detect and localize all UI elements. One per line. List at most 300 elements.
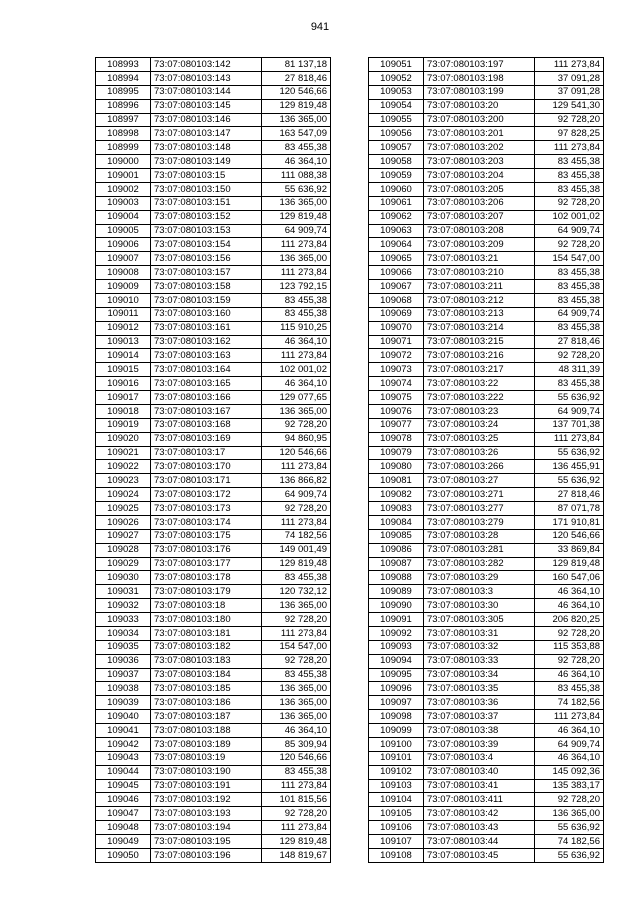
- cell-cadastral-number: 73:07:080103:205: [424, 182, 535, 196]
- cell-value: 55 636,92: [535, 474, 604, 488]
- cell-value: 83 455,38: [535, 182, 604, 196]
- cell-record-id: 109095: [369, 668, 424, 682]
- table-row: [96, 835, 331, 849]
- table-row: [96, 751, 331, 765]
- cell-record-id: 109091: [369, 613, 424, 627]
- cell-record-id: 109025: [96, 502, 151, 516]
- cell-cadastral-number: 73:07:080103:198: [424, 71, 535, 85]
- cell-value: 81 137,18: [262, 58, 331, 72]
- cell-value: 111 273,84: [262, 349, 331, 363]
- cell-value: 92 728,20: [535, 349, 604, 363]
- cell-record-id: 109100: [369, 737, 424, 751]
- table-row: [96, 779, 331, 793]
- cell-cadastral-number: 73:07:080103:41: [424, 779, 535, 793]
- cell-record-id: 108995: [96, 85, 151, 99]
- cell-value: 136 365,00: [262, 599, 331, 613]
- table-row: [96, 848, 331, 862]
- cell-value: 83 455,38: [262, 668, 331, 682]
- cell-value: 83 455,38: [262, 307, 331, 321]
- table-row: [369, 224, 604, 238]
- cell-cadastral-number: 73:07:080103:214: [424, 321, 535, 335]
- cell-cadastral-number: 73:07:080103:144: [151, 85, 262, 99]
- cell-cadastral-number: 73:07:080103:193: [151, 807, 262, 821]
- cell-cadastral-number: 73:07:080103:150: [151, 182, 262, 196]
- table-row: [369, 821, 604, 835]
- cell-record-id: 109046: [96, 793, 151, 807]
- cell-cadastral-number: 73:07:080103:158: [151, 280, 262, 294]
- table-row: [369, 377, 604, 391]
- cell-record-id: 109033: [96, 613, 151, 627]
- cell-cadastral-number: 73:07:080103:153: [151, 224, 262, 238]
- cell-value: 111 273,84: [262, 515, 331, 529]
- cell-value: 46 364,10: [262, 724, 331, 738]
- cell-value: 111 273,84: [535, 141, 604, 155]
- table-row: [96, 807, 331, 821]
- cell-cadastral-number: 73:07:080103:42: [424, 807, 535, 821]
- cell-record-id: 109070: [369, 321, 424, 335]
- cell-cadastral-number: 73:07:080103:163: [151, 349, 262, 363]
- cell-cadastral-number: 73:07:080103:204: [424, 169, 535, 183]
- table-row: [369, 543, 604, 557]
- cell-cadastral-number: 73:07:080103:279: [424, 515, 535, 529]
- cell-cadastral-number: 73:07:080103:19: [151, 751, 262, 765]
- cell-value: 83 455,38: [535, 155, 604, 169]
- cell-cadastral-number: 73:07:080103:197: [424, 58, 535, 72]
- cell-cadastral-number: 73:07:080103:176: [151, 543, 262, 557]
- cell-value: 154 547,00: [535, 252, 604, 266]
- cell-record-id: 109021: [96, 446, 151, 460]
- cell-value: 46 364,10: [262, 377, 331, 391]
- cell-cadastral-number: 73:07:080103:45: [424, 848, 535, 862]
- cell-cadastral-number: 73:07:080103:271: [424, 488, 535, 502]
- cell-cadastral-number: 73:07:080103:3: [424, 585, 535, 599]
- table-row: [369, 349, 604, 363]
- cell-cadastral-number: 73:07:080103:156: [151, 252, 262, 266]
- cell-cadastral-number: 73:07:080103:282: [424, 557, 535, 571]
- cell-value: 92 728,20: [262, 807, 331, 821]
- cell-record-id: 109093: [369, 640, 424, 654]
- cell-cadastral-number: 73:07:080103:179: [151, 585, 262, 599]
- table-row: [96, 724, 331, 738]
- table-row: [369, 210, 604, 224]
- cell-cadastral-number: 73:07:080103:180: [151, 613, 262, 627]
- cell-value: 37 091,28: [535, 71, 604, 85]
- cell-cadastral-number: 73:07:080103:194: [151, 821, 262, 835]
- table-row: [369, 557, 604, 571]
- table-row: [369, 807, 604, 821]
- cell-cadastral-number: 73:07:080103:196: [151, 848, 262, 862]
- cell-value: 33 869,84: [535, 543, 604, 557]
- cell-record-id: 109089: [369, 585, 424, 599]
- table-row: [96, 280, 331, 294]
- cell-value: 94 860,95: [262, 432, 331, 446]
- cell-record-id: 109053: [369, 85, 424, 99]
- cell-value: 111 273,84: [262, 779, 331, 793]
- table-row: [369, 113, 604, 127]
- cell-record-id: 109074: [369, 377, 424, 391]
- table-row: [96, 432, 331, 446]
- cell-cadastral-number: 73:07:080103:26: [424, 446, 535, 460]
- cell-value: 87 071,78: [535, 502, 604, 516]
- cell-record-id: 108997: [96, 113, 151, 127]
- cell-value: 83 455,38: [535, 377, 604, 391]
- table-row: [369, 335, 604, 349]
- cell-record-id: 109084: [369, 515, 424, 529]
- cell-cadastral-number: 73:07:080103:147: [151, 127, 262, 141]
- table-row: [96, 252, 331, 266]
- cell-record-id: 109057: [369, 141, 424, 155]
- cell-record-id: 109005: [96, 224, 151, 238]
- cell-cadastral-number: 73:07:080103:154: [151, 238, 262, 252]
- cell-record-id: 109077: [369, 418, 424, 432]
- cell-record-id: 109061: [369, 196, 424, 210]
- table-row: [369, 141, 604, 155]
- cell-cadastral-number: 73:07:080103:145: [151, 99, 262, 113]
- cell-cadastral-number: 73:07:080103:165: [151, 377, 262, 391]
- cell-cadastral-number: 73:07:080103:32: [424, 640, 535, 654]
- cell-value: 123 792,15: [262, 280, 331, 294]
- cell-record-id: 109085: [369, 529, 424, 543]
- cell-value: 92 728,20: [535, 238, 604, 252]
- cell-cadastral-number: 73:07:080103:160: [151, 307, 262, 321]
- cell-value: 129 819,48: [262, 210, 331, 224]
- cell-value: 136 365,00: [262, 696, 331, 710]
- cell-record-id: 108998: [96, 127, 151, 141]
- cell-value: 129 077,65: [262, 391, 331, 405]
- table-row: [96, 488, 331, 502]
- table-row: [96, 321, 331, 335]
- cell-value: 111 088,38: [262, 169, 331, 183]
- cell-value: 46 364,10: [535, 585, 604, 599]
- table-row: [96, 155, 331, 169]
- table-row: [369, 668, 604, 682]
- cell-record-id: 109073: [369, 363, 424, 377]
- table-row: [369, 779, 604, 793]
- cell-record-id: 109003: [96, 196, 151, 210]
- cell-value: 92 728,20: [535, 654, 604, 668]
- cell-value: 83 455,38: [535, 280, 604, 294]
- cell-value: 102 001,02: [535, 210, 604, 224]
- cell-cadastral-number: 73:07:080103:44: [424, 835, 535, 849]
- cell-value: 64 909,74: [535, 224, 604, 238]
- cell-cadastral-number: 73:07:080103:23: [424, 404, 535, 418]
- cell-cadastral-number: 73:07:080103:184: [151, 668, 262, 682]
- table-row: [369, 418, 604, 432]
- cadastral-table-right: [368, 57, 604, 863]
- table-row: [96, 404, 331, 418]
- cell-record-id: 109072: [369, 349, 424, 363]
- table-row: [369, 307, 604, 321]
- cell-cadastral-number: 73:07:080103:33: [424, 654, 535, 668]
- cell-record-id: 109108: [369, 848, 424, 862]
- cell-record-id: 109097: [369, 696, 424, 710]
- table-row: [96, 293, 331, 307]
- cell-value: 136 455,91: [535, 460, 604, 474]
- cell-record-id: 109040: [96, 710, 151, 724]
- cell-record-id: 108993: [96, 58, 151, 72]
- cell-value: 92 728,20: [262, 502, 331, 516]
- cell-cadastral-number: 73:07:080103:164: [151, 363, 262, 377]
- cell-value: 55 636,92: [535, 821, 604, 835]
- cell-record-id: 109016: [96, 377, 151, 391]
- cell-cadastral-number: 73:07:080103:22: [424, 377, 535, 391]
- cell-record-id: 109058: [369, 155, 424, 169]
- cell-record-id: 109030: [96, 571, 151, 585]
- cell-record-id: 109098: [369, 710, 424, 724]
- cell-record-id: 109062: [369, 210, 424, 224]
- cell-record-id: 109042: [96, 737, 151, 751]
- cell-value: 206 820,25: [535, 613, 604, 627]
- cell-cadastral-number: 73:07:080103:169: [151, 432, 262, 446]
- cell-cadastral-number: 73:07:080103:195: [151, 835, 262, 849]
- cell-value: 101 815,56: [262, 793, 331, 807]
- cell-record-id: 109019: [96, 418, 151, 432]
- cell-value: 129 819,48: [262, 835, 331, 849]
- cell-record-id: 109090: [369, 599, 424, 613]
- table-row: [369, 460, 604, 474]
- table-row: [369, 654, 604, 668]
- cell-record-id: 109015: [96, 363, 151, 377]
- cell-cadastral-number: 73:07:080103:206: [424, 196, 535, 210]
- cell-cadastral-number: 73:07:080103:200: [424, 113, 535, 127]
- cell-record-id: 109079: [369, 446, 424, 460]
- cell-record-id: 109029: [96, 557, 151, 571]
- cell-record-id: 109051: [369, 58, 424, 72]
- table-row: [369, 488, 604, 502]
- cell-record-id: 109050: [96, 848, 151, 862]
- cell-value: 92 728,20: [262, 418, 331, 432]
- cell-cadastral-number: 73:07:080103:171: [151, 474, 262, 488]
- cell-cadastral-number: 73:07:080103:39: [424, 737, 535, 751]
- cell-record-id: 109049: [96, 835, 151, 849]
- cell-cadastral-number: 73:07:080103:161: [151, 321, 262, 335]
- cell-cadastral-number: 73:07:080103:216: [424, 349, 535, 363]
- table-row: [369, 585, 604, 599]
- cell-record-id: 109041: [96, 724, 151, 738]
- cell-value: 163 547,09: [262, 127, 331, 141]
- cell-record-id: 109045: [96, 779, 151, 793]
- table-row: [369, 571, 604, 585]
- cell-cadastral-number: 73:07:080103:189: [151, 737, 262, 751]
- cell-value: 120 732,12: [262, 585, 331, 599]
- table-row: [96, 141, 331, 155]
- cell-value: 129 541,30: [535, 99, 604, 113]
- cell-cadastral-number: 73:07:080103:143: [151, 71, 262, 85]
- table-row: [96, 682, 331, 696]
- cell-value: 129 819,48: [262, 99, 331, 113]
- table-row: [96, 668, 331, 682]
- cell-value: 92 728,20: [262, 654, 331, 668]
- cell-cadastral-number: 73:07:080103:25: [424, 432, 535, 446]
- table-row: [96, 793, 331, 807]
- cell-record-id: 109096: [369, 682, 424, 696]
- cell-value: 136 365,00: [262, 252, 331, 266]
- table-row: [96, 765, 331, 779]
- cell-cadastral-number: 73:07:080103:217: [424, 363, 535, 377]
- cell-value: 136 365,00: [262, 196, 331, 210]
- table-row: [369, 293, 604, 307]
- cell-cadastral-number: 73:07:080103:186: [151, 696, 262, 710]
- cell-value: 55 636,92: [262, 182, 331, 196]
- table-row: [369, 724, 604, 738]
- cell-record-id: 109008: [96, 266, 151, 280]
- cell-value: 74 182,56: [262, 529, 331, 543]
- cell-value: 46 364,10: [262, 155, 331, 169]
- table-row: [96, 71, 331, 85]
- cell-cadastral-number: 73:07:080103:170: [151, 460, 262, 474]
- cell-record-id: 109102: [369, 765, 424, 779]
- table-row: [369, 280, 604, 294]
- cell-record-id: 109056: [369, 127, 424, 141]
- cell-cadastral-number: 73:07:080103:266: [424, 460, 535, 474]
- cell-record-id: 109068: [369, 293, 424, 307]
- cell-value: 55 636,92: [535, 446, 604, 460]
- cell-record-id: 109101: [369, 751, 424, 765]
- cell-value: 64 909,74: [535, 737, 604, 751]
- cell-cadastral-number: 73:07:080103:411: [424, 793, 535, 807]
- cell-record-id: 109011: [96, 307, 151, 321]
- cell-value: 64 909,74: [262, 224, 331, 238]
- cell-value: 83 455,38: [535, 169, 604, 183]
- table-row: [96, 446, 331, 460]
- cell-record-id: 109014: [96, 349, 151, 363]
- cell-cadastral-number: 73:07:080103:175: [151, 529, 262, 543]
- cell-value: 27 818,46: [535, 488, 604, 502]
- cell-record-id: 108996: [96, 99, 151, 113]
- table-row: [96, 363, 331, 377]
- cell-cadastral-number: 73:07:080103:15: [151, 169, 262, 183]
- cell-value: 92 728,20: [535, 196, 604, 210]
- cell-record-id: 109028: [96, 543, 151, 557]
- cell-value: 111 273,84: [262, 821, 331, 835]
- cell-value: 171 910,81: [535, 515, 604, 529]
- table-row: [96, 654, 331, 668]
- table-row: [96, 182, 331, 196]
- table-row: [369, 793, 604, 807]
- cell-record-id: 109027: [96, 529, 151, 543]
- cell-cadastral-number: 73:07:080103:149: [151, 155, 262, 169]
- cell-record-id: 109036: [96, 654, 151, 668]
- cell-value: 129 819,48: [535, 557, 604, 571]
- table-row: [96, 543, 331, 557]
- table-row: [96, 307, 331, 321]
- table-row: [369, 169, 604, 183]
- cell-cadastral-number: 73:07:080103:192: [151, 793, 262, 807]
- table-row: [369, 155, 604, 169]
- cell-value: 115 910,25: [262, 321, 331, 335]
- cell-cadastral-number: 73:07:080103:18: [151, 599, 262, 613]
- cell-cadastral-number: 73:07:080103:222: [424, 391, 535, 405]
- cadastral-table-left: [95, 57, 331, 863]
- cell-value: 46 364,10: [535, 668, 604, 682]
- table-row: [96, 349, 331, 363]
- cell-cadastral-number: 73:07:080103:162: [151, 335, 262, 349]
- cell-cadastral-number: 73:07:080103:34: [424, 668, 535, 682]
- cell-value: 97 828,25: [535, 127, 604, 141]
- cell-cadastral-number: 73:07:080103:202: [424, 141, 535, 155]
- table-row: [96, 585, 331, 599]
- cell-record-id: 109023: [96, 474, 151, 488]
- cell-value: 115 353,88: [535, 640, 604, 654]
- cell-record-id: 109082: [369, 488, 424, 502]
- table-row: [96, 502, 331, 516]
- table-row: [369, 502, 604, 516]
- cell-value: 48 311,39: [535, 363, 604, 377]
- cell-value: 111 273,84: [535, 432, 604, 446]
- cell-record-id: 109059: [369, 169, 424, 183]
- table-row: [96, 710, 331, 724]
- cell-record-id: 109106: [369, 821, 424, 835]
- cell-record-id: 109022: [96, 460, 151, 474]
- cell-value: 46 364,10: [535, 751, 604, 765]
- cell-cadastral-number: 73:07:080103:208: [424, 224, 535, 238]
- cell-value: 37 091,28: [535, 85, 604, 99]
- cell-value: 120 546,66: [262, 85, 331, 99]
- cell-record-id: 109076: [369, 404, 424, 418]
- table-row: [96, 640, 331, 654]
- cell-record-id: 109105: [369, 807, 424, 821]
- cell-value: 83 455,38: [262, 571, 331, 585]
- cell-cadastral-number: 73:07:080103:181: [151, 626, 262, 640]
- cell-value: 74 182,56: [535, 835, 604, 849]
- cell-value: 83 455,38: [535, 682, 604, 696]
- cell-record-id: 109081: [369, 474, 424, 488]
- table-row: [369, 404, 604, 418]
- cell-record-id: 109004: [96, 210, 151, 224]
- table-row: [96, 557, 331, 571]
- cell-record-id: 109044: [96, 765, 151, 779]
- cell-record-id: 109000: [96, 155, 151, 169]
- table-row: [96, 599, 331, 613]
- table-row: [369, 196, 604, 210]
- cell-cadastral-number: 73:07:080103:157: [151, 266, 262, 280]
- cell-cadastral-number: 73:07:080103:277: [424, 502, 535, 516]
- cell-cadastral-number: 73:07:080103:4: [424, 751, 535, 765]
- cell-value: 46 364,10: [262, 335, 331, 349]
- cell-record-id: 109094: [369, 654, 424, 668]
- cell-cadastral-number: 73:07:080103:212: [424, 293, 535, 307]
- cell-cadastral-number: 73:07:080103:30: [424, 599, 535, 613]
- table-row: [96, 169, 331, 183]
- cell-value: 64 909,74: [535, 404, 604, 418]
- cell-record-id: 109031: [96, 585, 151, 599]
- cell-record-id: 109064: [369, 238, 424, 252]
- cell-cadastral-number: 73:07:080103:43: [424, 821, 535, 835]
- cell-value: 120 546,66: [262, 751, 331, 765]
- table-row: [369, 321, 604, 335]
- cell-cadastral-number: 73:07:080103:152: [151, 210, 262, 224]
- table-row: [369, 640, 604, 654]
- table-row: [369, 599, 604, 613]
- cell-record-id: 109043: [96, 751, 151, 765]
- cell-value: 46 364,10: [535, 599, 604, 613]
- table-row: [369, 737, 604, 751]
- table-row: [96, 224, 331, 238]
- cell-value: 129 819,48: [262, 557, 331, 571]
- page-number: 941: [310, 21, 330, 33]
- table-row: [96, 529, 331, 543]
- cell-value: 135 383,17: [535, 779, 604, 793]
- cell-record-id: 109063: [369, 224, 424, 238]
- cell-value: 85 309,94: [262, 737, 331, 751]
- table-row: [369, 835, 604, 849]
- cell-record-id: 109020: [96, 432, 151, 446]
- cell-record-id: 109018: [96, 404, 151, 418]
- cell-record-id: 109039: [96, 696, 151, 710]
- cell-cadastral-number: 73:07:080103:178: [151, 571, 262, 585]
- cell-record-id: 109013: [96, 335, 151, 349]
- cell-record-id: 109037: [96, 668, 151, 682]
